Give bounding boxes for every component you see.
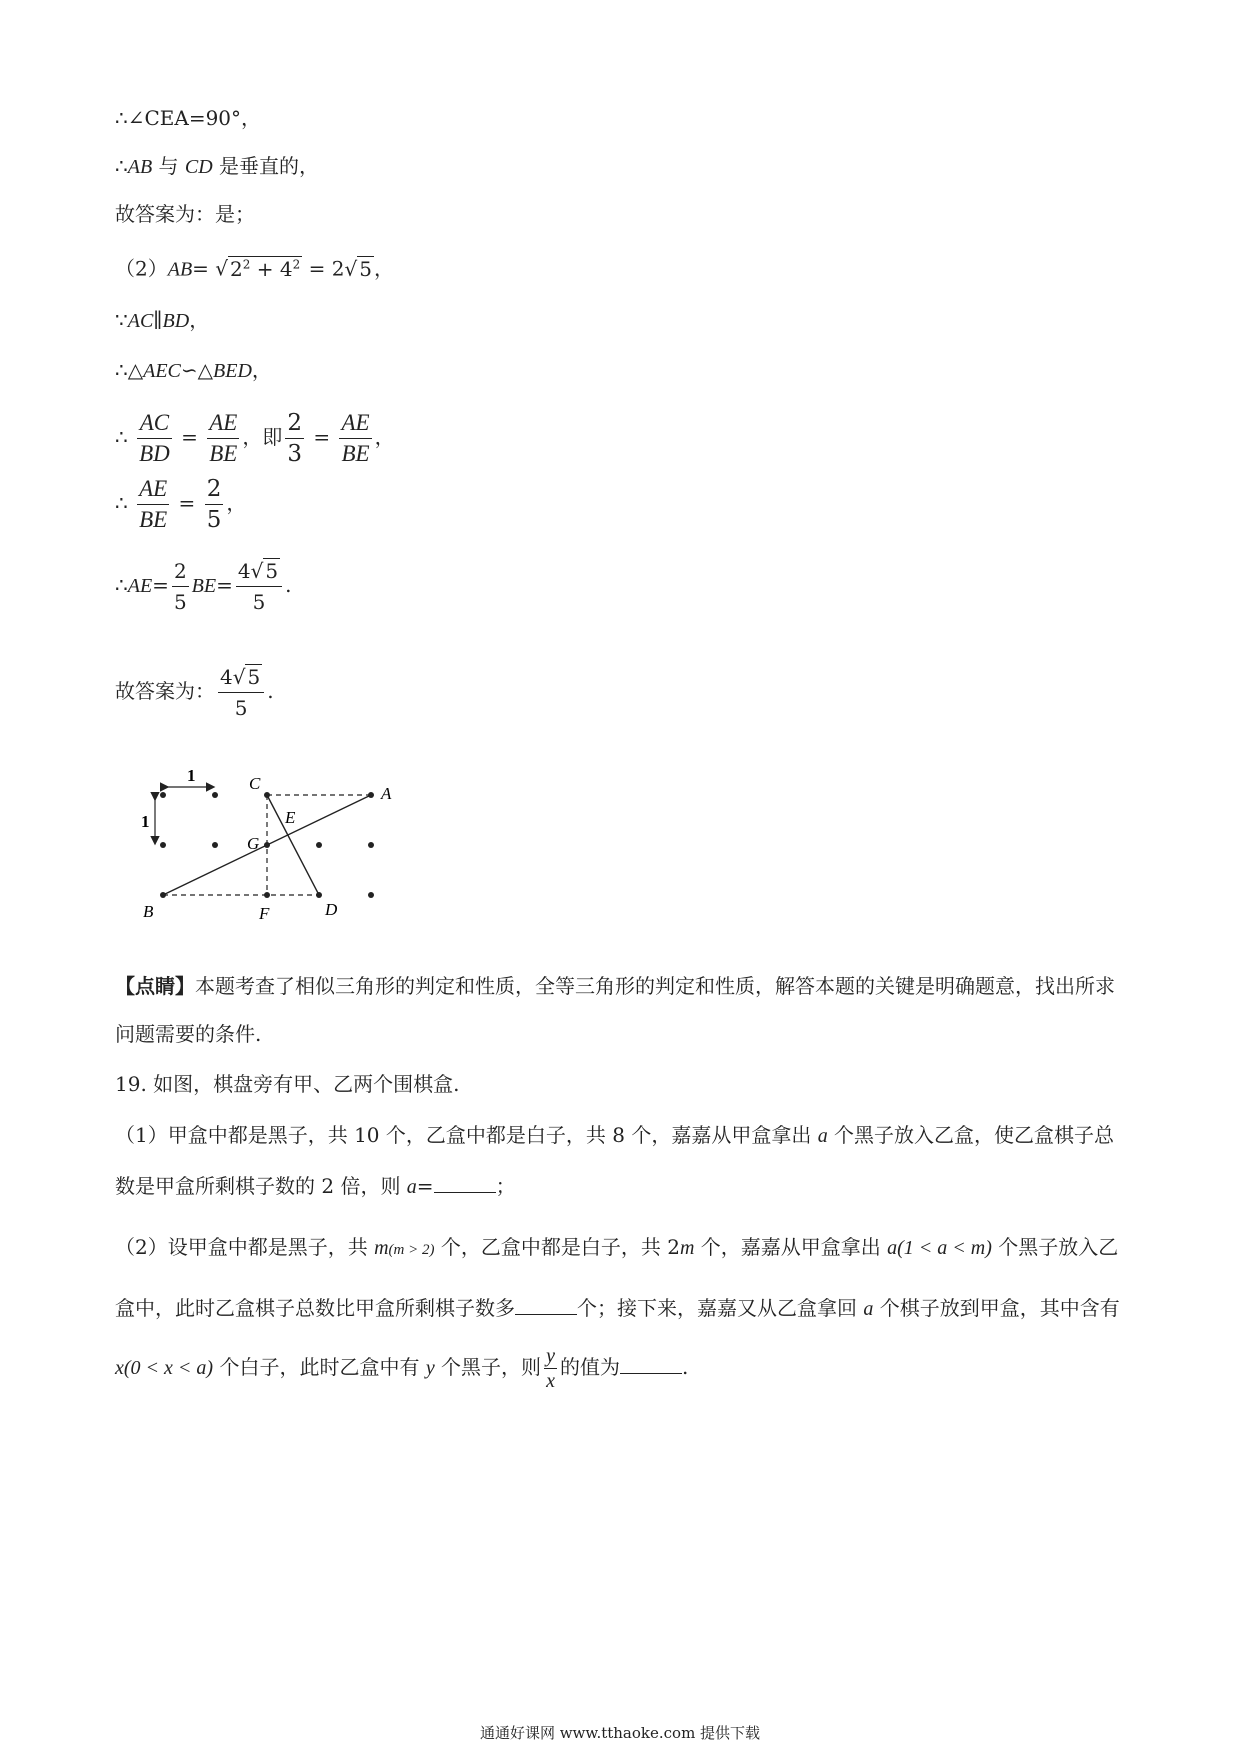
coef: 4 — [237, 559, 251, 583]
var: BED — [213, 360, 252, 382]
text: ∴∠CEA=90°， — [115, 106, 262, 130]
dianjing-text: 本题考查了相似三角形的判定和性质，全等三角形的判定和性质，解答本题的关键是明确题意，找出所求问题需要的条件. — [115, 974, 1115, 1046]
q19-part1 — [115, 1110, 1125, 1212]
text: （2） — [115, 256, 168, 281]
text: . — [285, 573, 292, 597]
exp: 2 — [292, 257, 301, 271]
label-g: G — [247, 834, 260, 853]
sqrt-5: √ 5 — [250, 559, 279, 583]
text: ∴ — [115, 573, 128, 597]
num: + 4 — [250, 256, 293, 281]
fraction — [205, 474, 224, 535]
var: m — [679, 1237, 695, 1259]
line-ratio — [115, 408, 395, 469]
line-perpendicular — [115, 152, 319, 181]
text: ， — [251, 358, 272, 382]
numerator: 2 — [285, 408, 304, 439]
line-similar-triangles — [115, 356, 272, 385]
var: BD — [162, 310, 190, 332]
line-ac-parallel-bd — [115, 306, 209, 335]
text: = — [416, 1174, 434, 1198]
numerator: AC — [137, 408, 172, 439]
answer-blank-3[interactable] — [620, 1353, 682, 1374]
text: = 2 — [302, 256, 345, 281]
line-ae-value — [115, 556, 291, 617]
text: ， — [373, 256, 394, 281]
line-angle-cea — [115, 104, 261, 132]
var: a — [817, 1125, 828, 1147]
denominator: BE — [341, 441, 370, 466]
text: ； — [495, 1174, 516, 1198]
denominator: 5 — [234, 696, 248, 720]
text: ∵ — [115, 308, 128, 332]
fraction — [339, 408, 371, 469]
line-ae-be-ratio — [115, 474, 246, 535]
text: 的值为 — [559, 1355, 620, 1379]
text: 19. 如图，棋盘旁有甲、乙两个围棋盒. — [115, 1072, 460, 1096]
text: ∥ — [153, 308, 163, 332]
denominator: 5 — [206, 507, 222, 533]
denominator: 3 — [287, 441, 302, 467]
text: ∴ — [115, 425, 128, 449]
text: . — [681, 1355, 689, 1379]
line-final-answer — [115, 662, 274, 723]
text: 个黑子，则 — [434, 1355, 542, 1379]
text: 与 — [152, 154, 185, 178]
text: = — [192, 256, 209, 281]
var: BE — [191, 575, 217, 597]
var: AE — [127, 575, 153, 597]
denominator: BE — [209, 441, 238, 466]
var: CD — [184, 156, 213, 178]
numerator: 2 — [172, 556, 189, 587]
denominator: x — [546, 1370, 555, 1392]
num: 5 — [359, 256, 372, 281]
text: 故答案为： — [115, 679, 215, 703]
text: = — [307, 425, 337, 449]
text: 个黑子放入乙盒，使乙盒棋子总数是甲盒所剩棋子数的 2 倍，则 — [115, 1123, 1115, 1198]
radicand: 5 — [265, 559, 279, 583]
text: ∽△ — [180, 358, 214, 382]
label-one-h: 1 — [187, 766, 196, 785]
coef: 4 — [220, 665, 233, 689]
text: ， — [226, 491, 247, 515]
text: = — [172, 491, 202, 515]
text: ， — [374, 425, 395, 449]
denominator: BD — [139, 441, 170, 466]
fraction — [218, 662, 264, 723]
label-one-v: 1 — [141, 812, 150, 831]
text: （1）甲盒中都是黑子，共 10 个，乙盒中都是白子，共 8 个，嘉嘉从甲盒拿出 — [115, 1123, 818, 1147]
text: ∴ — [115, 491, 128, 515]
text: 故答案为：是； — [115, 202, 255, 226]
text: ，即 — [242, 425, 283, 449]
text: （2）设甲盒中都是黑子，共 — [115, 1235, 375, 1259]
fraction — [285, 408, 304, 469]
var: a — [406, 1176, 417, 1198]
var: a — [863, 1298, 874, 1320]
answer-blank-1[interactable] — [434, 1172, 496, 1193]
var: AB — [127, 156, 153, 178]
sqrt-5: √ 5 — [232, 665, 261, 689]
fraction — [236, 556, 282, 617]
numerator: 2 — [205, 474, 224, 505]
label-c: C — [249, 774, 261, 793]
line-ab-length — [115, 250, 394, 284]
fraction — [137, 408, 172, 469]
label-d: D — [325, 900, 338, 919]
text: ∴△ — [115, 358, 144, 382]
fraction — [207, 408, 239, 469]
text: . — [267, 679, 274, 703]
text: = — [174, 425, 205, 449]
dianjing-tag: 【点睛】 — [115, 974, 195, 998]
line-answer-yes — [115, 200, 255, 228]
var: AC — [127, 310, 154, 332]
denominator: 5 — [252, 590, 266, 614]
text: ∴ — [115, 154, 128, 178]
answer-blank-2[interactable] — [515, 1294, 577, 1315]
numerator: AE — [207, 408, 239, 439]
label-a: A — [381, 784, 392, 803]
grid-figure — [135, 765, 435, 935]
label-f: F — [259, 904, 270, 923]
text: 是垂直的， — [212, 154, 320, 178]
var: m — [374, 1237, 389, 1259]
numerator: AE — [339, 408, 371, 439]
text: 个白子，此时乙盒中有 — [213, 1355, 426, 1379]
fraction — [172, 556, 189, 617]
var: AB — [167, 258, 193, 281]
text: = — [216, 573, 233, 597]
text: 个，嘉嘉从甲盒拿出 — [694, 1235, 888, 1259]
numerator: AE — [137, 474, 169, 505]
label-e: E — [285, 808, 296, 827]
q19-part2 — [115, 1218, 1125, 1397]
text: = — [152, 573, 169, 597]
text: 个黑子放入乙盒中，此时乙盒棋子总数比甲盒所剩棋子数多 — [115, 1235, 1119, 1320]
radicand: 5 — [247, 665, 261, 689]
denominator: BE — [139, 507, 168, 532]
var: AEC — [143, 360, 181, 382]
sqrt-5: √ 5 — [344, 256, 372, 281]
text: 个，乙盒中都是白子，共 2 — [434, 1235, 680, 1259]
denominator: 5 — [173, 590, 187, 614]
text: ， — [189, 308, 210, 332]
exp: 2 — [242, 257, 251, 271]
var: a — [887, 1237, 898, 1259]
var: x — [115, 1357, 124, 1379]
fraction — [137, 474, 169, 535]
text: 个；接下来，嘉嘉又从乙盒拿回 — [577, 1296, 864, 1320]
footer: 通通好课网 www.tthaoke.com 提供下载 — [479, 1724, 761, 1742]
condition: (1 < a < m) — [897, 1237, 992, 1259]
sqrt-expr: √ $2^2 + 4^2$ — [215, 256, 301, 281]
condition: (0 < x < a) — [123, 1357, 214, 1379]
num: 2 — [230, 256, 243, 281]
var: y — [425, 1357, 435, 1379]
label-b: B — [143, 902, 154, 921]
dianjing-paragraph — [115, 962, 1125, 1058]
fraction-y-x — [544, 1344, 557, 1393]
condition: (m > 2) — [388, 1242, 435, 1258]
text: 个棋子放到甲盒，其中含有 — [873, 1296, 1120, 1320]
q19-title — [115, 1070, 460, 1098]
numerator: y — [546, 1345, 555, 1367]
